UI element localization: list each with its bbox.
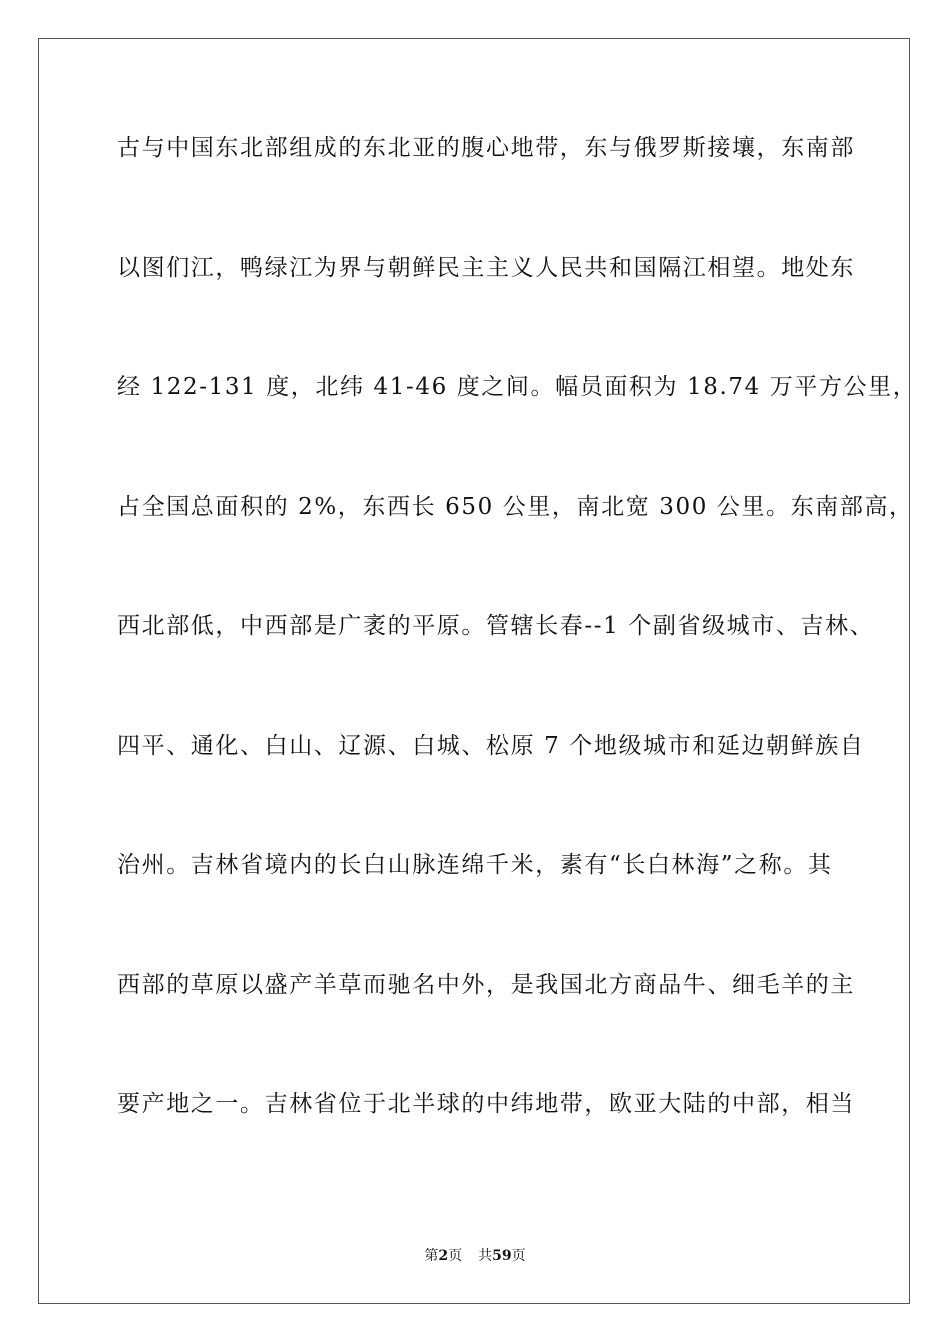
text-line: 西北部低，中西部是广袤的平原。管辖长春--1 个副省级城市、吉林、: [117, 613, 875, 639]
text-line: 古与中国东北部组成的东北亚的腹心地带，东与俄罗斯接壤，东南部: [117, 135, 855, 161]
text-line: 占全国总面积的 2%，东西长 650 公里，南北宽 300 公里。东南部高，: [117, 493, 914, 520]
text-line: 要产地之一。吉林省位于北半球的中纬地带，欧亚大陆的中部，相当: [117, 1091, 855, 1117]
text-line: 四平、通化、白山、辽源、白城、松原 7 个地级城市和延边朝鲜族自: [117, 732, 865, 759]
page-footer: [0, 1246, 950, 1266]
page-number-current: 2: [438, 1248, 449, 1264]
text-line: 治州。吉林省境内的长白山脉连绵千米，素有“长白林海”之称。其: [117, 852, 833, 878]
text-line: 以图们江，鸭绿江为界与朝鲜民主主义人民共和国隔江相望。地处东: [117, 254, 855, 281]
document-body: [117, 124, 918, 1200]
text-line: 经 122-131 度，北纬 41-46 度之间。幅员面积为 18.74 万平方公里，: [117, 374, 918, 400]
page-number-suffix: 页: [448, 1248, 463, 1264]
page-total-count: 59: [492, 1248, 512, 1264]
page-number-prefix: 第: [424, 1248, 439, 1264]
page-total-suffix: 页: [511, 1248, 526, 1264]
page-total-prefix: 共: [478, 1248, 493, 1264]
text-line: 西部的草原以盛产羊草而驰名中外，是我国北方商品牛、细毛羊的主: [117, 971, 855, 998]
